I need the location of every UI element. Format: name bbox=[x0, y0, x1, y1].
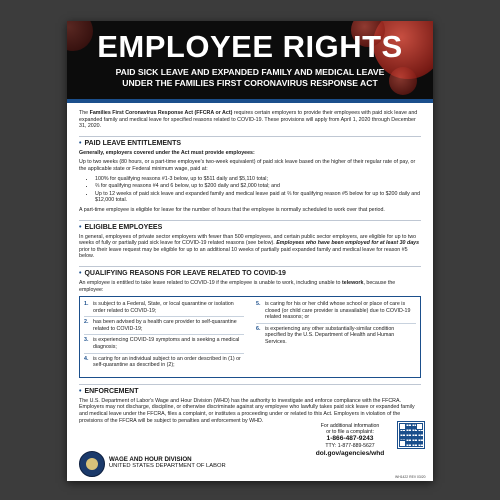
poster-subtitle bbox=[67, 67, 433, 88]
reason-item bbox=[84, 319, 244, 335]
header-banner bbox=[67, 21, 433, 99]
intro-text-a: The bbox=[79, 110, 90, 116]
subtitle-line-2: UNDER THE FAMILIES FIRST CORONAVIRUS RESPONSE ACT bbox=[122, 77, 378, 88]
agency-name bbox=[109, 456, 226, 470]
agency-line-2: UNITED STATES DEPARTMENT OF LABOR bbox=[109, 463, 226, 469]
pay-bullet: • 100% for qualifying reasons #1-3 below, up to $511 daily and $5,110 total; bbox=[95, 176, 421, 183]
eligible-text-a: In general, employees of private sector employers with fewer than 500 employees, and certain public sector employers, are eligible for up to two weeks of fully or partially paid sick leave for COVID-19 related reasons (see below). bbox=[79, 233, 417, 247]
qr-finder-icon bbox=[416, 423, 423, 430]
section-heading-paid-leave bbox=[79, 136, 421, 148]
part-time-text: A part-time employee is eligible for leave for the number of hours that the employee is normally scheduled to work over that period. bbox=[79, 206, 385, 213]
reason-item bbox=[84, 301, 244, 317]
qr-finder-icon bbox=[399, 440, 406, 447]
reasons-heading: QUALIFYING REASONS FOR LEAVE RELATED TO COVID-19 bbox=[84, 269, 286, 277]
reason-text: is experiencing any other substantially-similar condition specified by the U.S. Department of Health and Human Services. bbox=[265, 325, 395, 346]
pay-bullets bbox=[79, 176, 421, 204]
contact-line-2: or to file a complaint: bbox=[326, 429, 374, 436]
reasons-intro-b: , because the employee: bbox=[79, 279, 396, 293]
section-heading-eligible bbox=[79, 220, 421, 232]
pay-bullet: • ⅔ for qualifying reasons #4 and 6 below, up to $200 daily and $2,000 total; and bbox=[95, 183, 421, 190]
reason-text: is experiencing COVID-19 symptoms and is seeking a medical diagnosis; bbox=[93, 337, 240, 351]
eligible-italic: Employees who have been employed for at least 30 days bbox=[276, 240, 420, 247]
contact-block bbox=[305, 423, 395, 458]
reason-number: 3. bbox=[84, 337, 89, 344]
paid-leave-text: Up to two weeks (80 hours, or a part-time employee's two-week equivalent) of paid sick leave based on the higher of their regular rate of pay, or the applicable state or Federal minimum wage, paid at: bbox=[79, 159, 416, 172]
section-bullet-icon: • bbox=[79, 387, 82, 395]
intro-text-b: requires certain employers to provide their employees with paid sick leave and expanded family and medical leave for specified reasons related to COVID-19. These provisions will apply from April 1, 2020 through December 31, 2020. bbox=[79, 110, 418, 130]
paid-leave-subheading: Generally, employers covered under the Act must provide employees: bbox=[79, 149, 255, 156]
section-bullet-icon: • bbox=[79, 139, 82, 147]
reason-text: is caring for an individual subject to an order described in (1) or self-quarantine as described in (2); bbox=[93, 355, 241, 369]
enforcement-heading: ENFORCEMENT bbox=[84, 387, 139, 395]
section-heading-reasons bbox=[79, 266, 421, 278]
reason-number: 1. bbox=[84, 301, 89, 308]
reason-text: is subject to a Federal, State, or local quarantine or isolation order related to COVID-19; bbox=[93, 301, 234, 314]
reason-item bbox=[84, 337, 244, 353]
qr-finder-icon bbox=[399, 423, 406, 430]
reasons-box bbox=[79, 296, 421, 378]
poster-title: EMPLOYEE RIGHTS bbox=[97, 29, 403, 64]
reasons-column-right bbox=[250, 301, 416, 373]
reason-number: 5. bbox=[256, 301, 261, 308]
intro-paragraph bbox=[79, 110, 421, 130]
qr-code-icon[interactable] bbox=[397, 421, 425, 449]
whd-link[interactable]: dol.gov/agencies/whd bbox=[315, 449, 385, 457]
poster-content bbox=[79, 110, 421, 427]
eligible-text bbox=[79, 234, 421, 260]
reason-text: has been advised by a health care provider to self-quarantine related to COVID-19; bbox=[93, 319, 237, 332]
form-number: WH1422 REV 03/20 bbox=[395, 475, 426, 479]
subtitle-line-1: PAID SICK LEAVE AND EXPANDED FAMILY AND MEDICAL LEAVE bbox=[115, 67, 385, 77]
section-bullet-icon: • bbox=[79, 223, 82, 231]
reasons-column-left bbox=[84, 301, 250, 373]
reason-number: 4. bbox=[84, 355, 89, 362]
reasons-intro bbox=[79, 280, 421, 293]
paid-leave-heading: PAID LEAVE ENTITLEMENTS bbox=[84, 139, 182, 147]
reason-item bbox=[256, 301, 416, 324]
reason-number: 2. bbox=[84, 319, 89, 326]
eagle-icon bbox=[86, 458, 98, 470]
poster-sheet bbox=[67, 21, 433, 481]
eligible-heading: ELIGIBLE EMPLOYEES bbox=[84, 223, 163, 231]
contact-line-1: For additional information bbox=[320, 423, 380, 429]
enforcement-text: The U.S. Department of Labor's Wage and Hour Division (WHD) has the authority to investigate and enforce compliance with the FFCRA. Employers may not discharge, discipline, or otherwise discriminate against any employee who lawfully takes paid sick leave or expanded family and medical leave under the FFCRA, files a complaint, or institutes a proceeding under or related to this Act. Employers in violation of the provisions of the FFCRA will be subject to penalties and enforcement by WHD. bbox=[79, 397, 415, 424]
agency-line-1: WAGE AND HOUR DIVISION bbox=[109, 456, 192, 463]
intro-act-name: Families First Coronavirus Response Act (FFCRA or Act) bbox=[89, 110, 233, 116]
reason-number: 6. bbox=[256, 325, 261, 332]
reasons-intro-a: An employee is entitled to take leave related to COVID-19 if the employee is unable to work, including unable to bbox=[79, 279, 342, 286]
dol-seal-icon bbox=[79, 451, 105, 477]
tty-number: TTY: 1-877-889-5627 bbox=[325, 443, 375, 450]
reasons-intro-bold: telework bbox=[341, 279, 364, 286]
poster-footer bbox=[79, 423, 426, 481]
section-bullet-icon: • bbox=[79, 269, 82, 277]
reason-text: is caring for his or her child whose school or place of care is closed (or child care provider is unavailable) due to COVID-19 related reasons; or bbox=[265, 301, 411, 321]
section-heading-enforcement bbox=[79, 384, 421, 396]
reason-item bbox=[256, 326, 416, 348]
reason-item bbox=[84, 356, 244, 371]
eligible-text-b: prior to their leave request may be eligible for up to an additional 10 weeks of partially paid expanded family and medical leave for reason #5 below. bbox=[79, 246, 408, 260]
phone-number[interactable]: 1-866-487-9243 bbox=[326, 435, 374, 443]
header-stripe bbox=[67, 99, 433, 103]
pay-bullet: • Up to 12 weeks of paid sick leave and expanded family and medical leave paid at ⅔ for qualifying reason #5 below for up to $200 daily and $12,000 total. bbox=[95, 191, 421, 204]
